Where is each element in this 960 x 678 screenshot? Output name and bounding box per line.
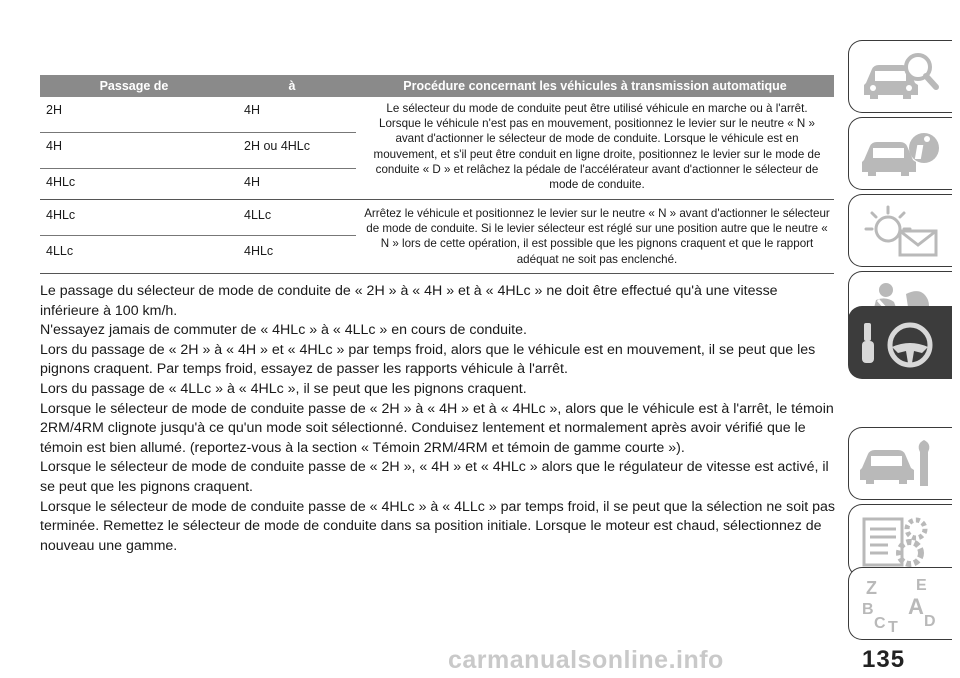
header-procedure: Procédure concernant les véhicules à transmission automatique	[403, 79, 787, 93]
tab-car-tools[interactable]	[848, 427, 952, 500]
cell-from: 4HLc	[46, 208, 76, 222]
header-from: Passage de	[99, 79, 169, 93]
paragraph: Lors du passage de « 2H » à « 4H » et « 4HLc » par temps froid, alors que le véhicule est en mouvement, il se peut que les pignons craquent. Par temps froid, essayez de passer les rapports véhicule à l'arrêt.	[40, 341, 816, 378]
index-letter: D	[923, 612, 936, 630]
tab-car-search[interactable]	[848, 40, 952, 113]
table-row	[40, 169, 356, 199]
paragraph: Lorsque le sélecteur de mode de conduite passe de « 2H » à « 4H » et à « 4HLc », alors que le véhicule est à l'arrêt, le témoin 2RM/4RM clignote jusqu'à ce qu'un mode soit sélectionné. Conduisez lentement et normalement après avoir vérifié que le témoin est bien allumé. (reportez-vous à la section « Témoin 2RM/4RM et témoin de gamme courte »).	[40, 400, 834, 456]
alphabetical-index-icon	[858, 574, 944, 634]
watermark: carmanualsonline.info	[448, 646, 724, 674]
warning-lights-icon	[858, 201, 944, 261]
car-search-icon	[858, 47, 944, 107]
table-header	[40, 75, 834, 97]
index-letter: T	[887, 618, 898, 634]
car-tools-icon	[858, 434, 944, 494]
header-to: à	[288, 79, 296, 93]
tab-alphabetical-index[interactable]	[848, 567, 952, 640]
index-letter: Z	[865, 577, 877, 598]
index-letter: B	[861, 600, 874, 618]
body-text	[40, 282, 836, 556]
table-group-1	[40, 97, 834, 200]
car-info-icon	[858, 124, 944, 184]
procedure-text: Arrêtez le véhicule et positionnez le levier sur le neutre « N » avant d'actionner le sélecteur de mode de conduite. Si le levier sélecteur est réglé sur une position autre que le neutre « N » lors de cette opération, il est possible que les pignons craquent et que le rapport adéquat ne soit pas enclenché.	[364, 207, 830, 266]
index-letter: C	[873, 614, 886, 632]
cell-to: 4H	[244, 175, 260, 189]
table-row	[40, 97, 356, 133]
table-row	[40, 133, 356, 169]
key-steering-wheel-icon	[858, 313, 944, 373]
cell-to: 2H ou 4HLc	[244, 139, 311, 153]
cell-from: 4H	[46, 139, 62, 153]
tab-car-info[interactable]	[848, 117, 952, 190]
cell-to: 4H	[244, 103, 260, 117]
paragraph: Lorsque le sélecteur de mode de conduite passe de « 4HLc » à « 4LLc » par temps froid, il se peut que la sélection ne soit pas terminée. Remettez le sélecteur de mode de conduite dans sa position initiale. Lorsque le moteur est chaud, sélectionnez de nouveau une gamme.	[40, 498, 835, 554]
cell-to: 4LLc	[244, 208, 272, 222]
transfer-procedure-table	[40, 75, 834, 274]
paragraph: N'essayez jamais de commuter de « 4HLc » à « 4LLc » en cours de conduite.	[40, 322, 527, 339]
index-letter: A	[907, 593, 924, 619]
table-row	[40, 236, 356, 272]
paragraph: Lors du passage de « 4LLc » à « 4HLc », il se peut que les pignons craquent.	[40, 380, 527, 397]
cell-from: 4HLc	[46, 175, 76, 189]
paragraph: Lorsque le sélecteur de mode de conduite passe de « 2H », « 4H » et « 4HLc » alors que le régulateur de vitesse est activé, il se peut que les pignons craquent.	[40, 459, 829, 495]
table-group-2	[40, 200, 834, 274]
page-number: 135	[862, 646, 906, 673]
procedure-text: Le sélecteur du mode de conduite peut être utilisé véhicule en marche ou à l'arrêt. Lorsque le véhicule n'est pas en mouvement, positionnez le levier sur le neutre « N » avant d'actionner le sélecteur de mode de conduite. Lorsque le véhicule est en mouvement, et s'il peut être conduit en ligne droite, positionnez le levier sur le mode de conduite « D » et relâchez la pédale de l'accélérateur avant d'actionner le sélecteur de mode de conduite.	[373, 102, 821, 192]
tab-warning-lights[interactable]	[848, 194, 952, 267]
tab-starting-driving[interactable]	[848, 306, 952, 379]
paragraph: Le passage du sélecteur de mode de conduite de « 2H » à « 4H » et à « 4HLc » ne doit être effectué qu'à une vitesse inférieure à 100 km/h.	[40, 283, 778, 319]
index-letter: E	[915, 576, 927, 594]
specifications-gear-icon	[858, 511, 944, 571]
cell-to: 4HLc	[244, 244, 274, 258]
cell-from: 2H	[46, 103, 62, 117]
table-row	[40, 200, 356, 236]
cell-from: 4LLc	[46, 244, 74, 258]
